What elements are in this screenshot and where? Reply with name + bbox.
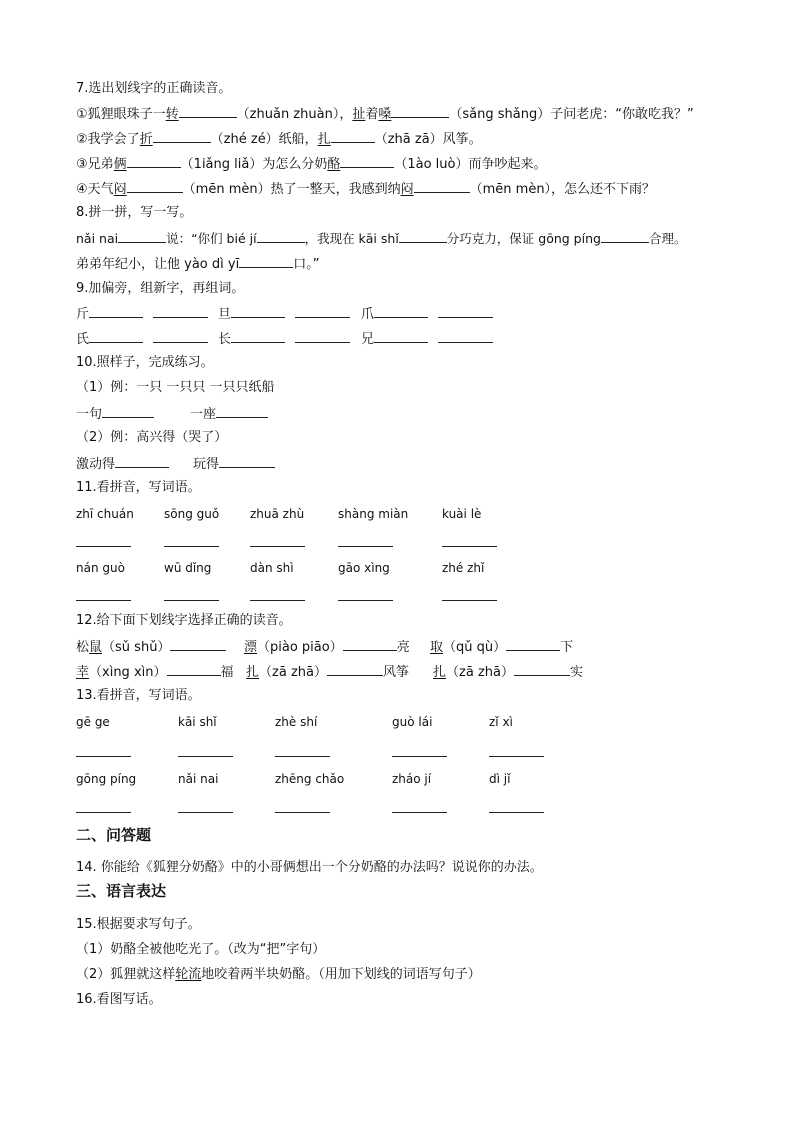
answer-blank[interactable] <box>76 600 131 601</box>
q7-line1: ①狐狸眼珠子一转 （zhuǎn zhuàn），扯着嗓 （sǎng shǎng）子问老虎：“你敢吃我？” <box>76 104 694 124</box>
q11-pinyin: dàn shì <box>250 561 294 575</box>
answer-blank[interactable] <box>179 104 237 118</box>
q9-char-2: 旦 <box>218 304 350 324</box>
answer-blank[interactable] <box>102 404 154 418</box>
answer-blank[interactable] <box>331 129 375 143</box>
q13-pinyin: dì jǐ <box>489 772 511 786</box>
answer-blank[interactable] <box>127 154 181 168</box>
answer-blank[interactable] <box>257 229 305 243</box>
answer-blank[interactable] <box>601 229 649 243</box>
answer-blank[interactable] <box>442 546 497 547</box>
answer-blank[interactable] <box>275 812 330 813</box>
q13-pinyin: gōng píng <box>76 772 137 786</box>
q10-answer-4: 玩得 <box>193 454 275 474</box>
answer-blank[interactable] <box>295 329 350 343</box>
q12-item: 松鼠（sǔ shǔ） <box>76 637 226 657</box>
q11-pinyin: sōng guǒ <box>164 507 220 521</box>
answer-blank[interactable] <box>489 812 544 813</box>
answer-blank[interactable] <box>250 600 305 601</box>
answer-blank[interactable] <box>167 662 221 676</box>
answer-blank[interactable] <box>506 637 560 651</box>
answer-blank[interactable] <box>219 454 275 468</box>
q15-title: 15.根据要求写句子。 <box>76 917 201 932</box>
q11-pinyin: zhé zhǐ <box>442 561 485 575</box>
q13-pinyin: zhēng chǎo <box>275 772 345 786</box>
q12-item: 漂（piào piāo） 亮 <box>244 637 410 657</box>
section-heading-qa: 二、问答题 <box>76 826 152 844</box>
q11-pinyin: kuài lè <box>442 507 482 521</box>
q9-char-5: 长 <box>218 329 350 349</box>
answer-blank[interactable] <box>275 756 330 757</box>
q11-pinyin: gāo xìng <box>338 561 390 575</box>
q11-pinyin: wū dǐng <box>164 561 212 575</box>
q7-title: 7.选出划线字的正确读音。 <box>76 81 232 96</box>
q10-answer-3: 激动得 <box>76 454 169 474</box>
q9-title: 9.加偏旁，组新字，再组词。 <box>76 281 245 296</box>
answer-blank[interactable] <box>164 600 219 601</box>
answer-blank[interactable] <box>442 600 497 601</box>
q13-title: 13.看拼音，写词语。 <box>76 688 201 703</box>
q10-title: 10.照样子，完成练习。 <box>76 355 214 370</box>
answer-blank[interactable] <box>438 304 493 318</box>
answer-blank[interactable] <box>153 304 208 318</box>
answer-blank[interactable] <box>178 756 233 757</box>
answer-blank[interactable] <box>76 812 131 813</box>
q9-char-1: 斤 <box>76 304 208 324</box>
answer-blank[interactable] <box>327 662 383 676</box>
answer-blank[interactable] <box>153 329 208 343</box>
q12-item: 幸（xìng xìn） 福 <box>76 662 234 682</box>
answer-blank[interactable] <box>250 546 305 547</box>
answer-blank[interactable] <box>216 404 268 418</box>
q13-pinyin: gē ge <box>76 715 110 729</box>
q12-item: 取（qǔ qù） 下 <box>430 637 573 657</box>
q9-char-6: 兄 <box>361 329 493 349</box>
q8-line2: 弟弟年纪小，让他 yào dì yī 口。” <box>76 254 319 274</box>
answer-blank[interactable] <box>89 304 143 318</box>
answer-blank[interactable] <box>489 756 544 757</box>
answer-blank[interactable] <box>76 546 131 547</box>
answer-blank[interactable] <box>239 254 293 268</box>
answer-blank[interactable] <box>438 329 493 343</box>
answer-blank[interactable] <box>178 812 233 813</box>
q7-line2: ②我学会了折 （zhé zé）纸船，扎 （zhā zā）风筝。 <box>76 129 482 149</box>
answer-blank[interactable] <box>338 600 393 601</box>
answer-blank[interactable] <box>374 329 428 343</box>
q10-example-2: （2）例：高兴得（哭了） <box>76 430 228 445</box>
answer-blank[interactable] <box>76 756 131 757</box>
q13-pinyin: zháo jí <box>392 772 432 786</box>
q10-example-1: （1）例：一只 一只只 一只只纸船 <box>76 380 275 395</box>
q14-text: 14. 你能给《狐狸分奶酪》中的小哥俩想出一个分奶酪的办法吗？说说你的办法。 <box>76 860 543 875</box>
q7-line4: ④天气闷 （mēn mèn）热了一整天，我感到纳闷 （mēn mèn），怎么还不下雨？ <box>76 179 655 199</box>
answer-blank[interactable] <box>127 179 183 193</box>
q7-line3: ③兄弟俩 （1iǎng liǎ）为怎么分奶酪 （1ào luò）而争吵起来。 <box>76 154 547 174</box>
answer-blank[interactable] <box>340 154 394 168</box>
answer-blank[interactable] <box>118 229 166 243</box>
q15-sentence-2: （2）狐狸就这样轮流地咬着两半块奶酪。（用加下划线的词语写句子） <box>76 967 481 982</box>
answer-blank[interactable] <box>231 329 285 343</box>
answer-blank[interactable] <box>392 756 447 757</box>
answer-blank[interactable] <box>115 454 169 468</box>
q16-title: 16.看图写话。 <box>76 992 162 1007</box>
q8-line1: nǎi nai 说：“你们 bié jí ，我现在 kāi shǐ 分巧克力，保证 gōng píng 合理。 <box>76 231 687 246</box>
answer-blank[interactable] <box>343 637 397 651</box>
answer-blank[interactable] <box>295 304 350 318</box>
answer-blank[interactable] <box>153 129 211 143</box>
q10-answer-1: 一句 <box>76 404 154 424</box>
answer-blank[interactable] <box>514 662 570 676</box>
q13-pinyin: zhè shí <box>275 715 318 729</box>
q12-item: 扎（zā zhā） 风筝 <box>246 662 409 682</box>
answer-blank[interactable] <box>399 229 447 243</box>
answer-blank[interactable] <box>170 637 226 651</box>
q8-title: 8.拼一拼，写一写。 <box>76 205 193 220</box>
q11-title: 11.看拼音，写词语。 <box>76 480 201 495</box>
q9-char-4: 氏 <box>76 329 208 349</box>
q11-pinyin: nán guò <box>76 561 125 575</box>
answer-blank[interactable] <box>338 546 393 547</box>
answer-blank[interactable] <box>231 304 285 318</box>
q12-item: 扎（zā zhā） 实 <box>433 662 583 682</box>
answer-blank[interactable] <box>392 812 447 813</box>
q11-pinyin: shàng miàn <box>338 507 409 521</box>
q13-pinyin: zǐ xì <box>489 715 513 729</box>
answer-blank[interactable] <box>391 104 449 118</box>
q11-pinyin: zhī chuán <box>76 507 134 521</box>
answer-blank[interactable] <box>89 329 143 343</box>
section-heading-expression: 三、语言表达 <box>76 882 167 900</box>
q10-answer-2: 一座 <box>190 404 268 424</box>
q12-title: 12.给下面下划线字选择正确的读音。 <box>76 613 292 628</box>
q13-pinyin: nǎi nai <box>178 772 219 786</box>
q13-pinyin: kāi shǐ <box>178 715 217 729</box>
q9-char-3: 爪 <box>361 304 493 324</box>
q11-pinyin: zhuā zhù <box>250 507 305 521</box>
answer-blank[interactable] <box>374 304 428 318</box>
q15-sentence-1: （1）奶酪全被他吃光了。（改为“把”字句） <box>76 942 326 957</box>
answer-blank[interactable] <box>414 179 470 193</box>
q13-pinyin: guò lái <box>392 715 433 729</box>
answer-blank[interactable] <box>164 546 219 547</box>
